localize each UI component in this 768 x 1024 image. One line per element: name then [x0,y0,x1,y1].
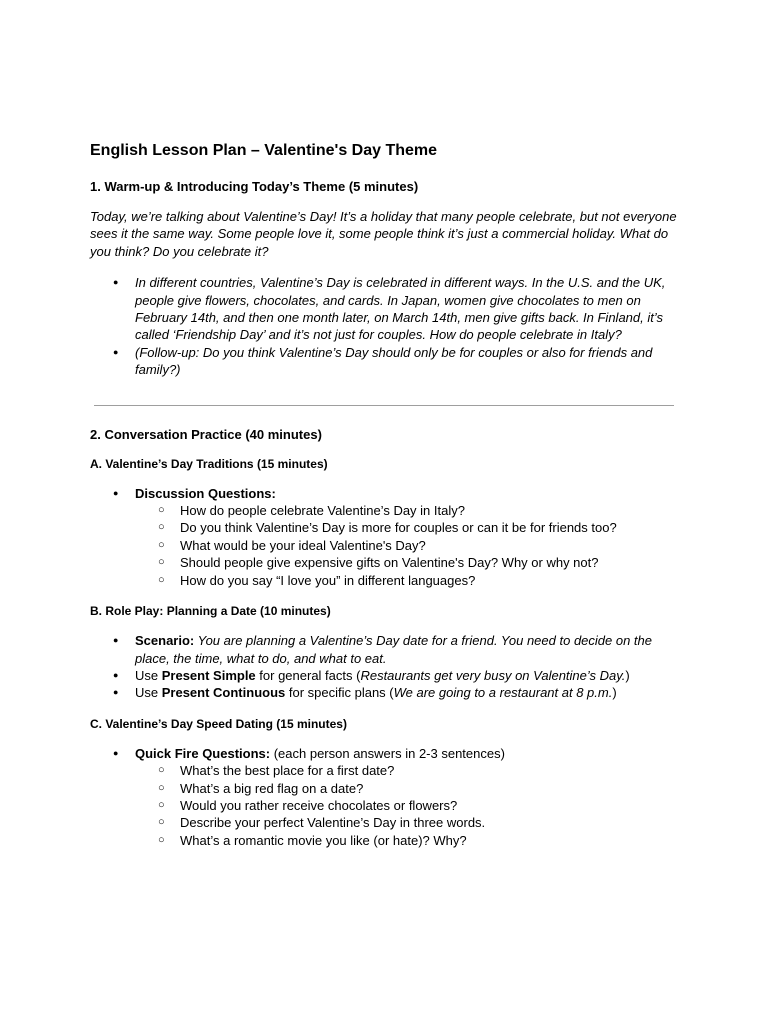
text-run: Use [135,685,162,701]
lesson-plan-document [90,140,680,849]
quick-fire-note: (each person answers in 2-3 sentences) [270,745,505,761]
list-item [135,485,680,589]
list-item: ○ What’s a romantic movie you like (or hate)? Why? [180,832,680,849]
list-item: ○ What would be your ideal Valentine's Day? [180,537,680,554]
part-b-bullet-list [90,632,680,702]
section-1-bullet-list [90,274,680,378]
quick-fire-questions-list [135,762,680,849]
list-item: ○ What’s the best place for a first date? [180,762,680,779]
part-a-heading: A. Valentine’s Day Traditions (15 minutes) [90,456,328,471]
list-item: ● In different countries, Valentine’s Day is celebrated in different ways. In the U.S. and the UK, people give flowers, chocolates, and cards. In Japan, women give chocolates to men on February 14th, and then one month later, on March 14th, men give gifts back. In Finland, it’s called ‘Friendship Day’ and it’s not just for couples. How do people celebrate in Italy? [135,274,680,344]
section-1-heading: 1. Warm-up & Introducing Today’s Theme (5 minutes) [90,179,419,194]
text-run: Use [135,667,162,683]
horizontal-divider [94,405,674,406]
scenario-label: Scenario: [135,633,195,649]
text-run: ) [625,667,630,683]
list-item [135,632,680,667]
part-c-heading: C. Valentine’s Day Speed Dating (15 minutes) [90,716,347,731]
scenario-text: You are planning a Valentine’s Day date for a friend. You need to decide on the place, the time, what to do, and what to eat. [135,633,653,666]
list-item [135,667,680,684]
text-run: for specific plans ( [285,685,394,701]
list-item: ○ What’s a big red flag on a date? [180,780,680,797]
present-simple-label: Present Simple [161,667,256,683]
text-run: for general facts ( [255,667,361,683]
list-item: ○ Should people give expensive gifts on Valentine's Day? Why or why not? [180,554,680,571]
discussion-questions-list [135,502,680,589]
present-simple-example: Restaurants get very busy on Valentine’s Day. [360,667,626,683]
part-a-bullet-list [90,485,680,589]
list-item: ○ Do you think Valentine’s Day is more for couples or can it be for friends too? [180,519,680,536]
list-item: ○ Describe your perfect Valentine’s Day in three words. [180,814,680,831]
section-2-heading: 2. Conversation Practice (40 minutes) [90,426,322,442]
list-item [135,684,680,701]
quick-fire-label: Quick Fire Questions: [135,745,271,761]
list-item [135,745,680,849]
list-item: ○ Would you rather receive chocolates or flowers? [180,797,680,814]
list-item: ● (Follow-up: Do you think Valentine’s Day should only be for couples or also for friends and family?) [135,344,680,379]
list-item: ○ How do people celebrate Valentine’s Day in Italy? [180,502,680,519]
text-run: ) [612,685,617,701]
present-continuous-label: Present Continuous [161,685,286,701]
discussion-questions-label: Discussion Questions: [135,485,276,501]
part-c-bullet-list [90,745,680,849]
list-item: ○ How do you say “I love you” in different languages? [180,572,680,589]
section-1-intro: Today, we’re talking about Valentine’s Day! It’s a holiday that many people celebrate, but not everyone sees it the same way. Some people love it, some people think it’s just a commercial holiday. What do you think? Do you celebrate it? [90,209,677,259]
part-b-heading: B. Role Play: Planning a Date (10 minutes) [90,604,331,619]
present-continuous-example: We are going to a restaurant at 8 p.m. [393,685,613,701]
document-title: English Lesson Plan – Valentine's Day Theme [90,142,438,159]
